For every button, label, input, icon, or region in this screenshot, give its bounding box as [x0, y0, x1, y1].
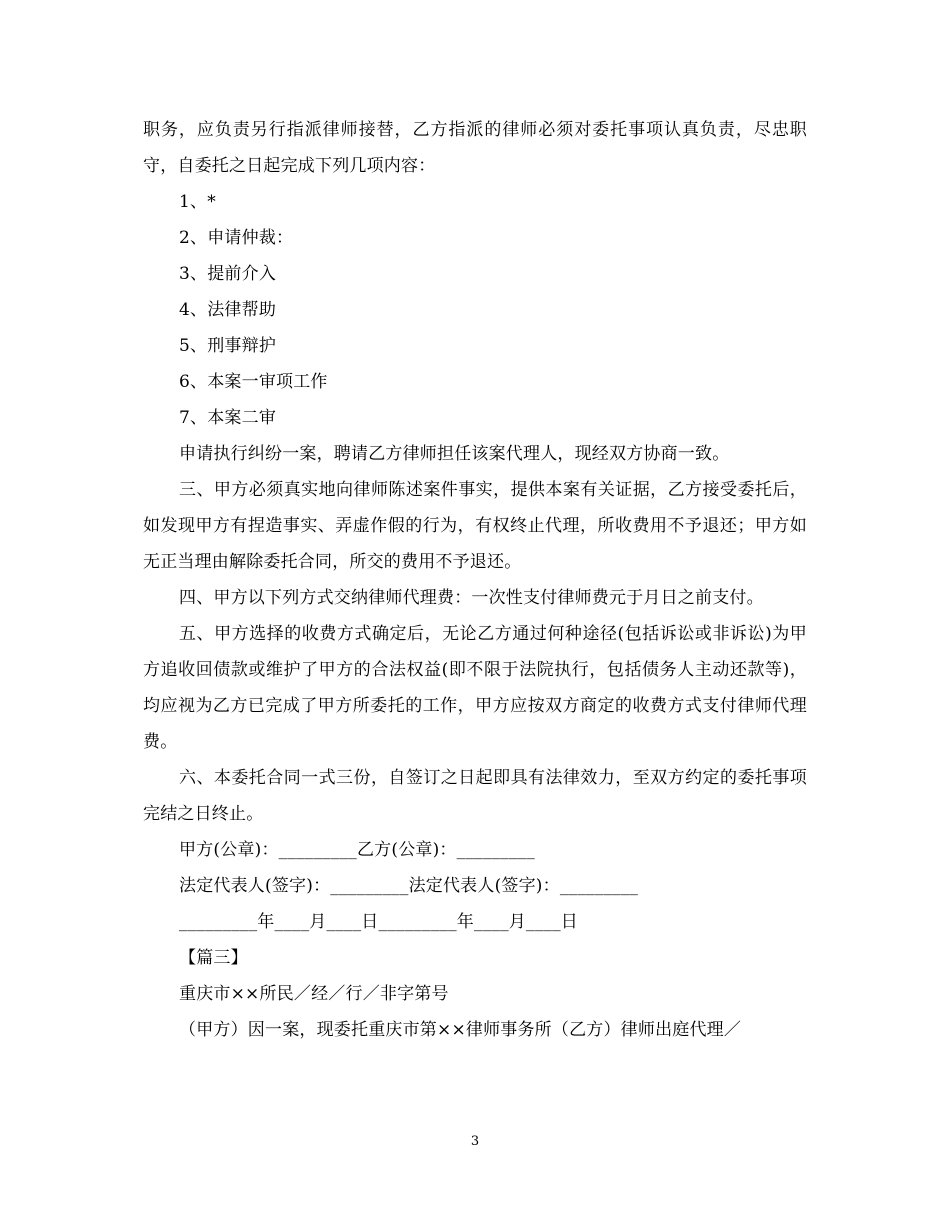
page-number: 3 [470, 1134, 480, 1149]
clause-three: 三、甲方必须真实地向律师陈述案件事实，提供本案有关证据，乙方接受委托后，如发现甲方有捏造事实、弄虚作假的行为，有权终止代理，所收费用不予退还；甲方如无正当理由解除委托合同，所交的费用不予退还。 [143, 480, 807, 572]
list-item-5: 5、刑事辩护 [179, 336, 277, 356]
list-item-6: 6、本案一审项工作 [179, 372, 328, 392]
section-heading: 【篇三】 [179, 948, 248, 968]
document-body [143, 112, 807, 1048]
list-item-4: 4、法律帮助 [179, 300, 277, 320]
paragraph-case-agreement: 申请执行纠纷一案，聘请乙方律师担任该案代理人，现经双方协商一致。 [179, 444, 730, 464]
clause-four: 四、甲方以下列方式交纳律师代理费：一次性支付律师费元于月日之前支付。 [179, 588, 764, 608]
signature-date-line: _________年____月____日_________年____月____日 [179, 912, 578, 932]
clause-five: 五、甲方选择的收费方式确定后，无论乙方通过何种途径(包括诉讼或非诉讼)为甲方追收回债款或维护了甲方的合法权益(即不限于法院执行，包括债务人主动还款等)，均应视为乙方已完成了甲方所委托的工作，甲方应按双方商定的收费方式支付律师代理费。 [143, 624, 807, 752]
list-item-3: 3、提前介入 [179, 264, 277, 284]
document-reference-number: 重庆市××所民／经／行／非字第号 [179, 984, 449, 1004]
paragraph-continuation: 职务，应负责另行指派律师接替，乙方指派的律师必须对委托事项认真负责，尽忠职守，自委托之日起完成下列几项内容： [143, 120, 807, 176]
list-item-2: 2、申请仲裁： [179, 228, 294, 248]
list-item-1: 1、* [179, 192, 216, 212]
list-item-7: 7、本案二审 [179, 408, 277, 428]
paragraph-commission-start: （甲方）因一案，现委托重庆市第××律师事务所（乙方）律师出庭代理／ [179, 1020, 742, 1040]
signature-seal-line: 甲方(公章)：_________乙方(公章)：_________ [179, 840, 535, 860]
clause-six: 六、本委托合同一式三份，自签订之日起即具有法律效力，至双方约定的委托事项完结之日终止。 [143, 768, 807, 824]
signature-representative-line: 法定代表人(签字)：_________法定代表人(签字)：_________ [179, 876, 639, 896]
